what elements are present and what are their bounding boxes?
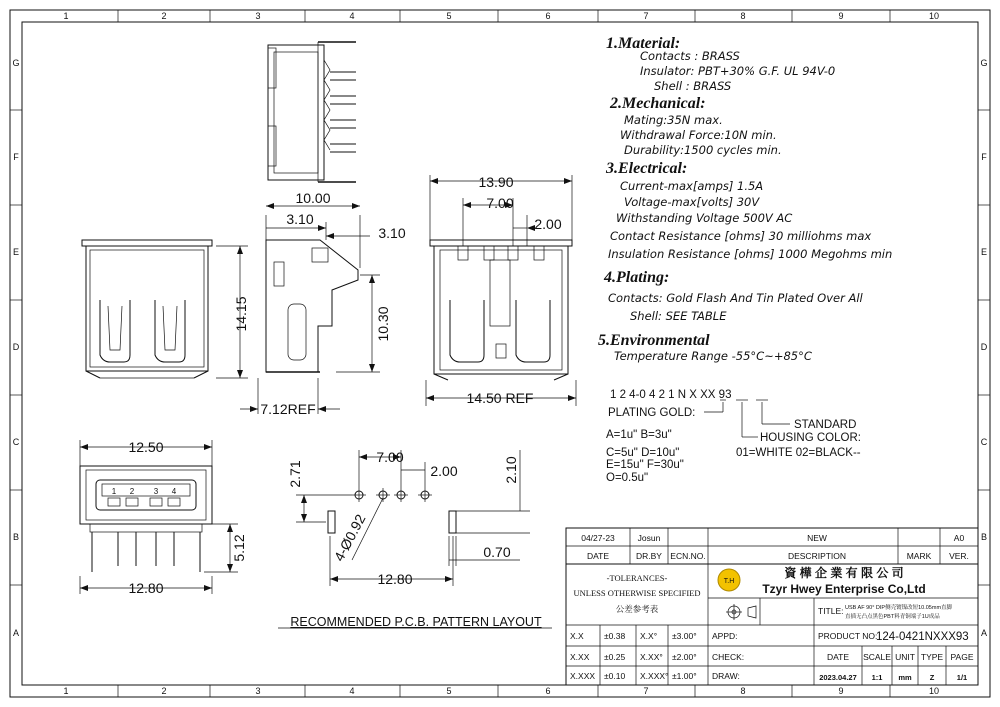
side-view (240, 190, 406, 417)
product-no: 124-0421NXXX93 (876, 631, 969, 643)
housing-color-label: HOUSING COLOR: (760, 432, 861, 444)
plating-title: 4.Plating: (604, 269, 670, 286)
tol-row-3-b: ±0.10 (604, 671, 626, 681)
pcb-caption: RECOMMENDED P.C.B. PATTERN LAYOUT (290, 615, 542, 629)
tol-row-2-c: X.XX° (640, 652, 663, 662)
title-block (566, 528, 978, 685)
zone-col-5-top: 5 (446, 11, 452, 21)
zone-col-10-top: 10 (928, 11, 940, 21)
part-number-code (606, 389, 861, 484)
zone-row-a-right: A (980, 628, 988, 638)
dim-pcb-slot-w: 0.70 (483, 544, 511, 560)
tol-row-2-b: ±0.25 (604, 652, 626, 662)
pin-label-2: 2 (129, 487, 135, 496)
plating-option-o: O=0.5u" (606, 472, 649, 484)
rev-date: 04/27-23 (581, 533, 615, 543)
mechanical-line-3: Durability:1500 cycles min. (624, 143, 782, 157)
environmental-line-1: Temperature Range -55°C~+85°C (614, 349, 812, 363)
dim-pcb-width: 12.80 (377, 571, 413, 587)
tolerances-cn: 公差参考表 (615, 604, 659, 614)
dim-bottom-top: 12.50 (128, 439, 164, 455)
tol-row-1-b: ±0.38 (604, 631, 626, 641)
tol-row-2-a: X.XX (570, 652, 590, 662)
dim-pcb-gap: 2.00 (430, 463, 458, 479)
pcb-layout (278, 449, 552, 629)
plating-option-ab: A=1u" B=3u" (606, 429, 672, 441)
header-version: VER. (949, 551, 969, 561)
zone-col-10-bottom: 10 (928, 686, 940, 696)
footer-unit-value: mm (898, 673, 912, 682)
zone-col-8-top: 8 (740, 11, 746, 21)
title-label: TITLE: (818, 606, 844, 616)
part-code: 1 2 4-0 4 2 1 N X XX 93 (610, 389, 732, 401)
dim-side-height: 10.30 (375, 306, 391, 342)
plating-line-1: Contacts: Gold Flash And Tin Plated Over All (608, 291, 863, 305)
dim-back-gap: 2.00 (534, 216, 562, 232)
mechanical-line-2: Withdrawal Force:10N min. (620, 128, 777, 142)
electrical-title: 3.Electrical: (606, 160, 688, 177)
tol-row-2-d: ±2.00° (672, 652, 697, 662)
checked-label: CHECK: (712, 652, 745, 662)
zone-row-f-right: F (981, 152, 987, 162)
back-view (426, 174, 576, 406)
footer-type-label: TYPE (920, 652, 944, 662)
mechanical-line-1: Mating:35N max. (624, 113, 723, 127)
title-text-1: USB AF 90° DIP侧壳镀镍改短10.05mm直脚 (845, 605, 953, 611)
zone-row-f-left: F (13, 152, 19, 162)
approved-label: APPD: (712, 631, 738, 641)
header-date: DATE (586, 551, 610, 561)
product-no-label: PRODUCT NO: (818, 631, 878, 641)
dim-back-pitch: 7.00 (486, 195, 514, 211)
zone-col-8-bottom: 8 (740, 686, 746, 696)
pin-label-4: 4 (171, 487, 177, 496)
drawn-label: DRAW: (712, 671, 740, 681)
zone-col-2-bottom: 2 (161, 686, 167, 696)
header-drawn-by: DR.BY (636, 551, 662, 561)
zone-col-7-bottom: 7 (643, 686, 649, 696)
electrical-line-1: Current-max[amps] 1.5A (620, 179, 764, 193)
dim-back-ref: 14.50 REF (466, 390, 534, 406)
environmental-title: 5.Environmental (598, 332, 710, 349)
footer-date-value: 2023.04.27 (819, 673, 857, 682)
zone-row-d-right: D (980, 342, 988, 352)
zone-row-g-left: G (12, 58, 20, 68)
dim-bottom-height: 5.12 (231, 534, 247, 562)
mechanical-title: 2.Mechanical: (610, 95, 706, 112)
electrical-line-5: Insulation Resistance [ohms] 1000 Megohms min (608, 247, 893, 261)
pin-label-3: 3 (153, 487, 159, 496)
header-mark: MARK (906, 551, 932, 561)
tol-row-3-d: ±1.00° (672, 671, 697, 681)
zone-col-4-bottom: 4 (349, 686, 355, 696)
electrical-line-4: Contact Resistance [ohms] 30 milliohms max (610, 229, 872, 243)
dim-side-b: 3.10 (378, 225, 406, 241)
zone-row-g-right: G (980, 58, 988, 68)
zone-row-e-right: E (980, 247, 988, 257)
footer-unit-label: UNIT (895, 652, 915, 662)
rev-drawn-by: Josun (637, 533, 661, 543)
footer-page-value: 1/1 (956, 673, 968, 682)
dim-pcb-vertical: 2.71 (287, 460, 303, 488)
header-description: DESCRIPTION (787, 551, 847, 561)
zone-row-c-left: C (12, 437, 20, 447)
tol-row-1-a: X.X (570, 631, 584, 641)
standard-label: STANDARD (794, 419, 857, 431)
footer-date-label: DATE (826, 652, 850, 662)
footer-scale-value: 1:1 (871, 673, 883, 682)
company-name-en: Tzyr Hwey Enterprise Co,Ltd (762, 582, 926, 596)
material-line-1: Contacts : BRASS (640, 49, 740, 63)
title-text-2: 直插无凸点黑色PBT料青铜端子1U成品 (845, 614, 940, 620)
plating-line-2: Shell: SEE TABLE (630, 309, 727, 323)
tol-row-3-c: X.XXX° (640, 671, 669, 681)
zone-col-9-bottom: 9 (838, 686, 844, 696)
company-name-cn: 資 樺 企 業 有 限 公 司 (784, 566, 904, 580)
dim-pcb-slot-h: 2.10 (503, 456, 519, 484)
company-logo-text: T.H (723, 578, 735, 585)
dim-back-width: 13.90 (478, 174, 514, 190)
tol-row-1-d: ±3.00° (672, 631, 697, 641)
dim-side-a: 3.10 (286, 211, 314, 227)
dim-pcb-pitch: 7.00 (376, 449, 404, 465)
housing-options: 01=WHITE 02=BLACK-- (736, 447, 861, 459)
plating-gold-label: PLATING GOLD: (608, 407, 696, 419)
zone-col-6-bottom: 6 (545, 686, 551, 696)
dim-front-height: 14.15 (233, 296, 249, 332)
top-view (268, 42, 356, 182)
tol-row-1-c: X.X° (640, 631, 658, 641)
front-view (82, 240, 249, 378)
tolerances-title: -TOLERANCES- (606, 573, 668, 583)
specifications (598, 35, 892, 363)
zone-col-5-bottom: 5 (446, 686, 452, 696)
tol-row-3-a: X.XXX (570, 671, 596, 681)
footer-type-value: Z (929, 673, 935, 682)
material-line-2: Insulator: PBT+30% G.F. UL 94V-0 (640, 64, 836, 78)
zone-col-2-top: 2 (161, 11, 167, 21)
footer-scale-label: SCALE (863, 652, 891, 662)
pin-label-1: 1 (111, 487, 117, 496)
bottom-front-view (80, 439, 247, 596)
zone-col-3-top: 3 (255, 11, 261, 21)
dim-side-ref: 7.12REF (260, 401, 316, 417)
rev-version: A0 (953, 533, 965, 543)
plating-option-cd: C=5u" D=10u" (606, 447, 680, 459)
zone-row-c-right: C (980, 437, 988, 447)
dim-bottom-width: 12.80 (128, 580, 164, 596)
plating-option-ef: E=15u" F=30u" (606, 459, 684, 471)
zone-row-b-left: B (12, 532, 20, 542)
zone-col-6-top: 6 (545, 11, 551, 21)
footer-page-label: PAGE (950, 652, 974, 662)
electrical-line-2: Voltage-max[volts] 30V (624, 195, 760, 209)
zone-col-9-top: 9 (838, 11, 844, 21)
material-line-3: Shell : BRASS (654, 79, 732, 93)
rev-description: NEW (807, 533, 827, 543)
zone-row-a-left: A (12, 628, 20, 638)
zone-row-b-right: B (980, 532, 988, 542)
dim-pcb-hole: 4-Ø0.92 (330, 511, 369, 564)
zone-col-4-top: 4 (349, 11, 355, 21)
zone-row-d-left: D (12, 342, 20, 352)
zone-col-7-top: 7 (643, 11, 649, 21)
dim-side-width: 10.00 (295, 190, 331, 206)
zone-row-e-left: E (12, 247, 20, 257)
zone-col-1-bottom: 1 (63, 686, 69, 696)
header-ecn: ECN.NO. (670, 551, 706, 561)
electrical-line-3: Withstanding Voltage 500V AC (616, 211, 793, 225)
material-title: 1.Material: (606, 35, 681, 52)
zone-col-1-top: 1 (63, 11, 69, 21)
tolerances-subtitle: UNLESS OTHERWISE SPECIFIED (573, 588, 701, 598)
zone-col-3-bottom: 3 (255, 686, 261, 696)
